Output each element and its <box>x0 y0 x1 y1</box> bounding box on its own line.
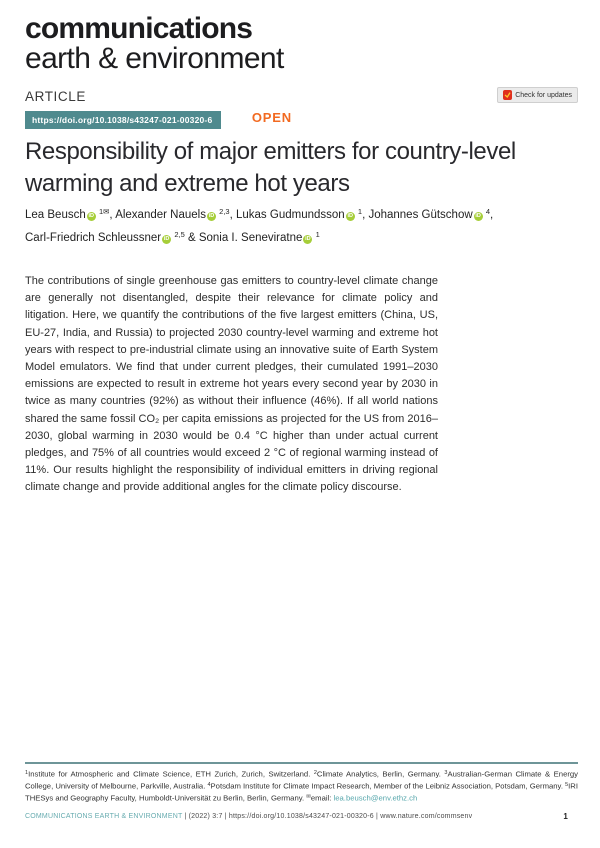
affiliation-text: Potsdam Institute for Climate Impact Research, Member of the Leibniz Association, Potsdam, Germany. <box>210 781 566 791</box>
author-affiliation-sup: 2,5 <box>174 230 185 239</box>
page-footer <box>25 813 578 820</box>
author-name: Johannes Gütschow <box>368 209 473 221</box>
author-separator: & <box>184 232 199 244</box>
open-access-label: OPEN <box>251 110 292 125</box>
author-separator: , <box>490 209 494 221</box>
check-for-updates-button[interactable] <box>497 87 578 103</box>
orcid-icon[interactable]: iD <box>305 236 311 242</box>
author <box>25 209 115 221</box>
author <box>115 209 236 221</box>
orcid-icon[interactable]: iD <box>208 213 215 219</box>
author <box>236 209 368 221</box>
doi-row <box>25 110 292 129</box>
journal-wordmark-communications: communications <box>25 12 253 45</box>
orcid-icon[interactable]: iD <box>163 236 170 242</box>
affiliation-sup: 3 <box>444 770 448 776</box>
author-name: Alexander Nauels <box>115 209 206 221</box>
article-type-label: ARTICLE <box>25 89 86 104</box>
affiliation-text: Climate Analytics, Berlin, Germany. <box>316 769 445 779</box>
orcid-icon[interactable]: iD <box>347 213 353 219</box>
email-link[interactable]: lea.beusch@env.ethz.ch <box>333 793 418 803</box>
footer-separator: | <box>222 813 229 820</box>
orcid-icon[interactable]: iD <box>88 213 94 219</box>
article-title <box>25 136 585 199</box>
check-for-updates-label: Check for updates <box>515 91 572 99</box>
affiliations-footnote <box>25 768 578 803</box>
author-affiliation-sup: 2,3 <box>219 207 230 216</box>
author-affiliation-sup: 4 <box>485 207 491 216</box>
author-name: Sonia I. Seneviratne <box>198 232 303 244</box>
journal-wordmark-earth-environment: earth & environment <box>25 42 284 75</box>
footer-volume-issue: (2022) 3:7 <box>188 813 223 820</box>
footnote-divider <box>25 762 578 764</box>
author-separator: , <box>362 209 369 221</box>
affiliation-sup: 2 <box>313 770 317 776</box>
page-number: 1 <box>563 812 568 821</box>
footer-separator: | <box>182 813 189 820</box>
affiliation-text: IRI THESys and Geography Faculty, Humboldt-Universität zu Berlin, Berlin, Germany. <box>25 781 578 803</box>
author-affiliation-sup: 1 <box>357 207 363 216</box>
author <box>368 209 493 221</box>
affiliation-text: Institute for Atmospheric and Climate Science, ETH Zurich, Zurich, Switzerland. <box>28 769 314 779</box>
orcid-icon[interactable]: iD <box>475 213 481 219</box>
affiliation-text: Australian-German Climate & Energy College, University of Melbourne, Parkville, Australia. <box>25 769 579 791</box>
article-title-line2: warming and extreme hot years <box>25 169 350 197</box>
email-label: email: <box>310 793 334 803</box>
author <box>199 232 320 244</box>
affiliation-sup: 5 <box>565 781 569 788</box>
author-affiliation-sup: 1✉ <box>98 207 110 216</box>
author-affiliation-sup: 1 <box>315 230 320 239</box>
article-title-line1: Responsibility of major emitters for country-level <box>25 138 516 165</box>
author-separator: , <box>109 209 116 221</box>
email-envelope-icon: ✉ <box>306 793 311 800</box>
crossmark-icon <box>503 90 512 100</box>
author-name: Lea Beusch <box>25 209 86 221</box>
doi-link[interactable]: https://doi.org/10.1038/s43247-021-00320-6 <box>25 111 221 129</box>
author-list <box>25 202 565 248</box>
footer-journal-name: COMMUNICATIONS EARTH & ENVIRONMENT <box>25 813 183 820</box>
journal-logo <box>25 14 284 74</box>
author-name: Lukas Gudmundsson <box>236 209 345 221</box>
author-separator: , <box>229 209 236 221</box>
article-header-row <box>25 88 578 106</box>
affiliation-sup: 4 <box>207 781 211 788</box>
abstract-text: The contributions of single greenhouse gas emitters to country-level climate change are generally not disentangled, despite their relevance for climate policy and litigation. Here, we quantify the contributions of the five largest emitters (China, US, EU-27, India, and Russia) to projected 2030 country-level warming and extreme hot years with respect to pre-industrial climate using an innovative suite of Earth System Model emulators. We find that under current pledges, their cumulated 1991–2030 emissions are expected to result in extreme hot years every second year by 2030 in twice as many countries (92%) as without their influence (46%). If all world nations shared the same fossil CO₂ per capita emissions as projected for the US from 2016–2030, global warming in 2030 would be 0.4 °C higher than under actual current pledges, and 75% of all countries would exceed 2 °C of regional warming instead of 11%. Our results highlight the responsibility of individual emitters in driving regional climate change and provide additional angles for the climate policy discourse. <box>25 275 438 494</box>
author <box>25 232 199 244</box>
affiliation-sup: 1 <box>25 770 29 776</box>
footer-site-link[interactable]: www.nature.com/commsenv <box>380 813 473 820</box>
footer-doi-link[interactable]: https://doi.org/10.1038/s43247-021-00320-6 <box>228 813 374 820</box>
author-name: Carl-Friedrich Schleussner <box>25 232 162 244</box>
footer-separator: | <box>373 813 381 820</box>
